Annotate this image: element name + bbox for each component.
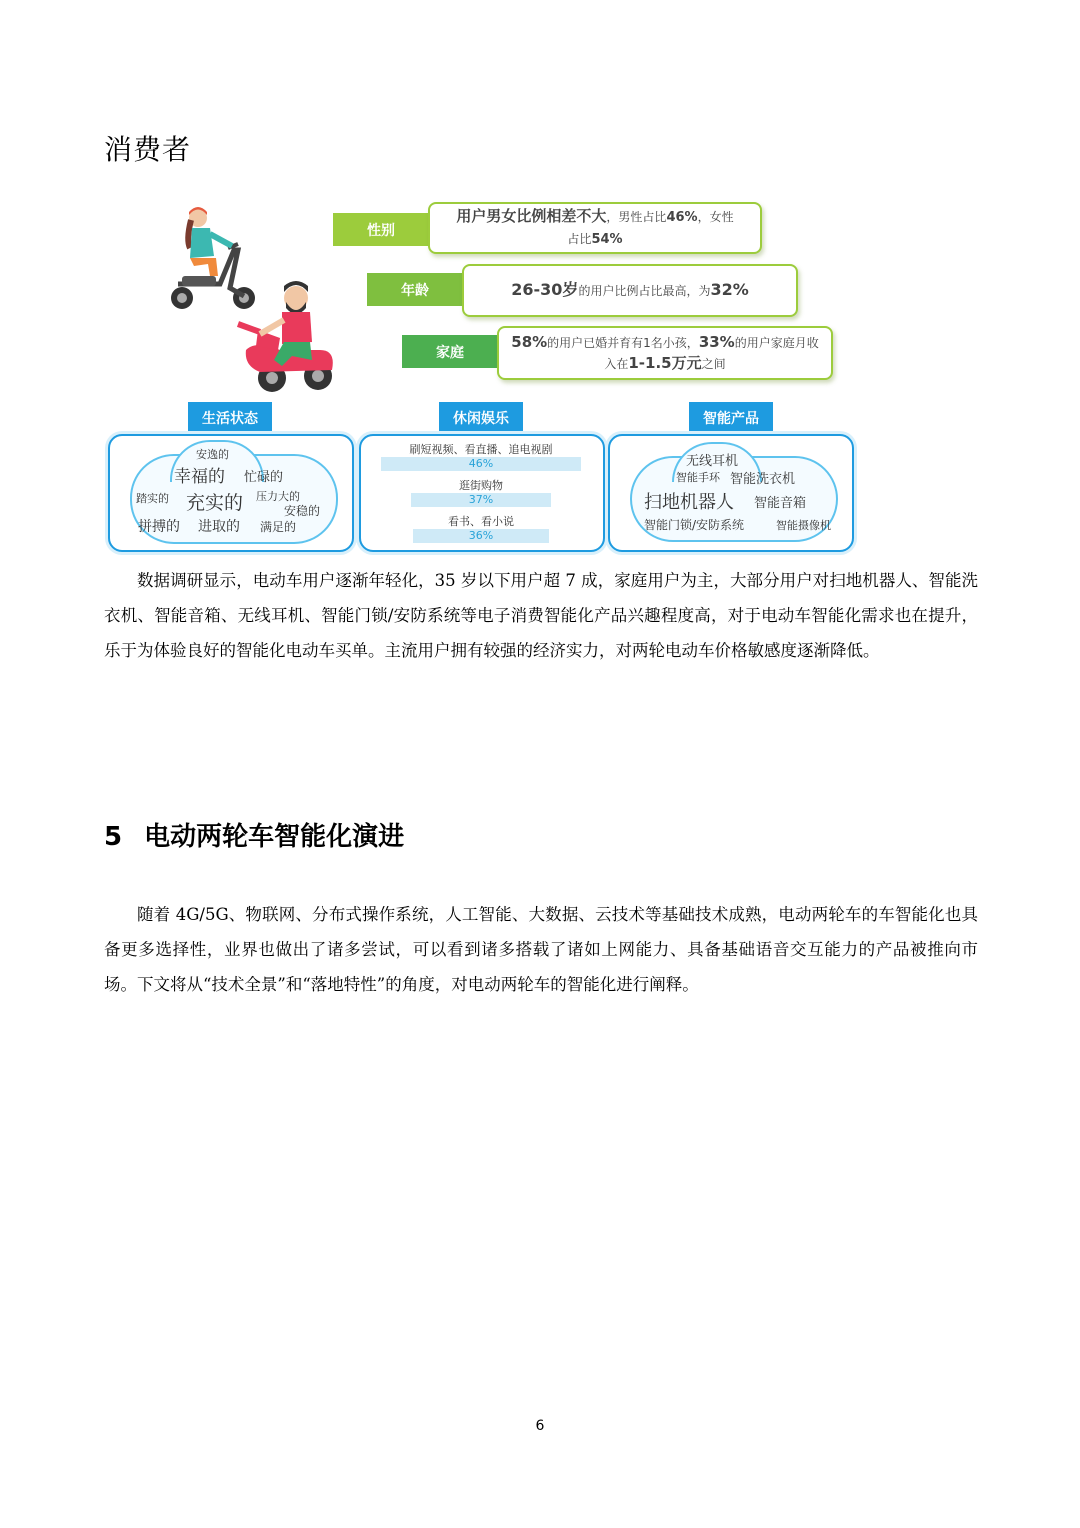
life-word: 满足的 (260, 520, 297, 534)
gender-headline: 用户男女比例相差不大 (456, 207, 607, 225)
gender-text3: 占比 (567, 232, 592, 246)
family-pct-married: 58% (511, 333, 548, 351)
family-infobox (497, 326, 833, 380)
paragraph-consumer-analysis (104, 563, 978, 668)
age-text: 的用户比例占比最高，为 (578, 284, 711, 298)
family-text2: 的用户家庭月收 (734, 336, 819, 350)
smart-word: 扫地机器人 (644, 492, 734, 513)
tag-family: 家庭 (402, 335, 498, 368)
leisure-bar: 46% (381, 457, 581, 471)
age-range: 26-30岁 (511, 280, 579, 299)
life-word: 安稳的 (284, 504, 321, 518)
age-pct: 32% (710, 280, 749, 299)
age-infobox (462, 264, 798, 317)
leisure-panel (359, 434, 605, 552)
family-text3: 入在 (604, 357, 629, 371)
paragraph-text: 数据调研显示，电动车用户逐渐年轻化，35 岁以下用户超 7 成，家庭用户为主，大部分用户对扫地机器人、智能洗衣机、智能音箱、无线耳机、智能门锁/安防系统等电子消费智能化产品兴趣程度高，对于电动车智能化需求也在提升，乐于为体验良好的智能化电动车买单。主流用户拥有较强的经济实力，对两轮电动车价格敏感度逐渐降低。 (104, 571, 978, 660)
smart-word: 智能手环 (676, 471, 720, 484)
paragraph-text: 随着 4G/5G、物联网、分布式操作系统，人工智能、大数据、云技术等基础技术成熟，电动两轮车的车智能化也具备更多选择性，业界也做出了诸多尝试，可以看到诸多搭载了诸如上网能力、具备基础语音交互能力的产品被推向市场。下文将从“技术全景”和“落地特性”的角度，对电动两轮车的智能化进行阐释。 (104, 905, 978, 994)
tag-life-state: 生活状态 (188, 402, 272, 434)
woman-scooter-icon (160, 200, 350, 395)
life-word: 幸福的 (174, 467, 225, 487)
leisure-bar: 36% (413, 529, 549, 543)
leisure-item-label: 逛街购物 (459, 479, 503, 492)
tag-leisure: 休闲娱乐 (439, 402, 523, 434)
gender-text1: ，男性占比 (606, 210, 667, 224)
life-word: 踏实的 (136, 492, 169, 505)
leisure-bar: 37% (411, 493, 551, 507)
life-word: 充实的 (186, 492, 244, 514)
smart-word: 智能音箱 (754, 496, 807, 511)
life-word: 安逸的 (196, 448, 229, 461)
tag-age: 年龄 (367, 273, 463, 306)
family-income: 1-1.5万元 (628, 354, 702, 372)
family-pct-income: 33% (698, 333, 735, 351)
gender-female-pct: 54% (591, 232, 623, 247)
section-heading (104, 816, 404, 853)
life-state-panel (108, 434, 354, 552)
smart-word: 无线耳机 (686, 454, 739, 469)
life-word: 忙碌的 (244, 470, 284, 485)
page-number: 6 (535, 1418, 545, 1434)
smart-products-panel (608, 434, 854, 552)
tag-gender: 性别 (333, 213, 429, 246)
smart-word: 智能摄像机 (776, 519, 831, 532)
life-word: 拼搏的 (138, 519, 180, 535)
family-text4: 之间 (701, 357, 726, 371)
gender-infobox (428, 202, 762, 254)
life-word: 压力大的 (256, 490, 300, 503)
leisure-item-label: 刷短视频、看直播、追电视剧 (409, 443, 553, 456)
section-number: 5 (104, 822, 123, 852)
smart-word: 智能洗衣机 (730, 472, 796, 487)
section-title: 电动两轮车智能化演进 (144, 822, 405, 852)
smart-word: 智能门锁/安防系统 (644, 518, 745, 532)
life-word: 进取的 (198, 519, 240, 535)
section-heading-consumer: 消费者 (104, 133, 192, 166)
leisure-item-label: 看书、看小说 (448, 515, 514, 528)
paragraph-intelligence-evolution (104, 897, 978, 1002)
gender-text2: ，女性 (697, 210, 734, 224)
family-text1: 的用户已婚并育有1名小孩， (547, 336, 699, 350)
gender-male-pct: 46% (666, 210, 698, 225)
tag-smart-products: 智能产品 (689, 402, 773, 434)
